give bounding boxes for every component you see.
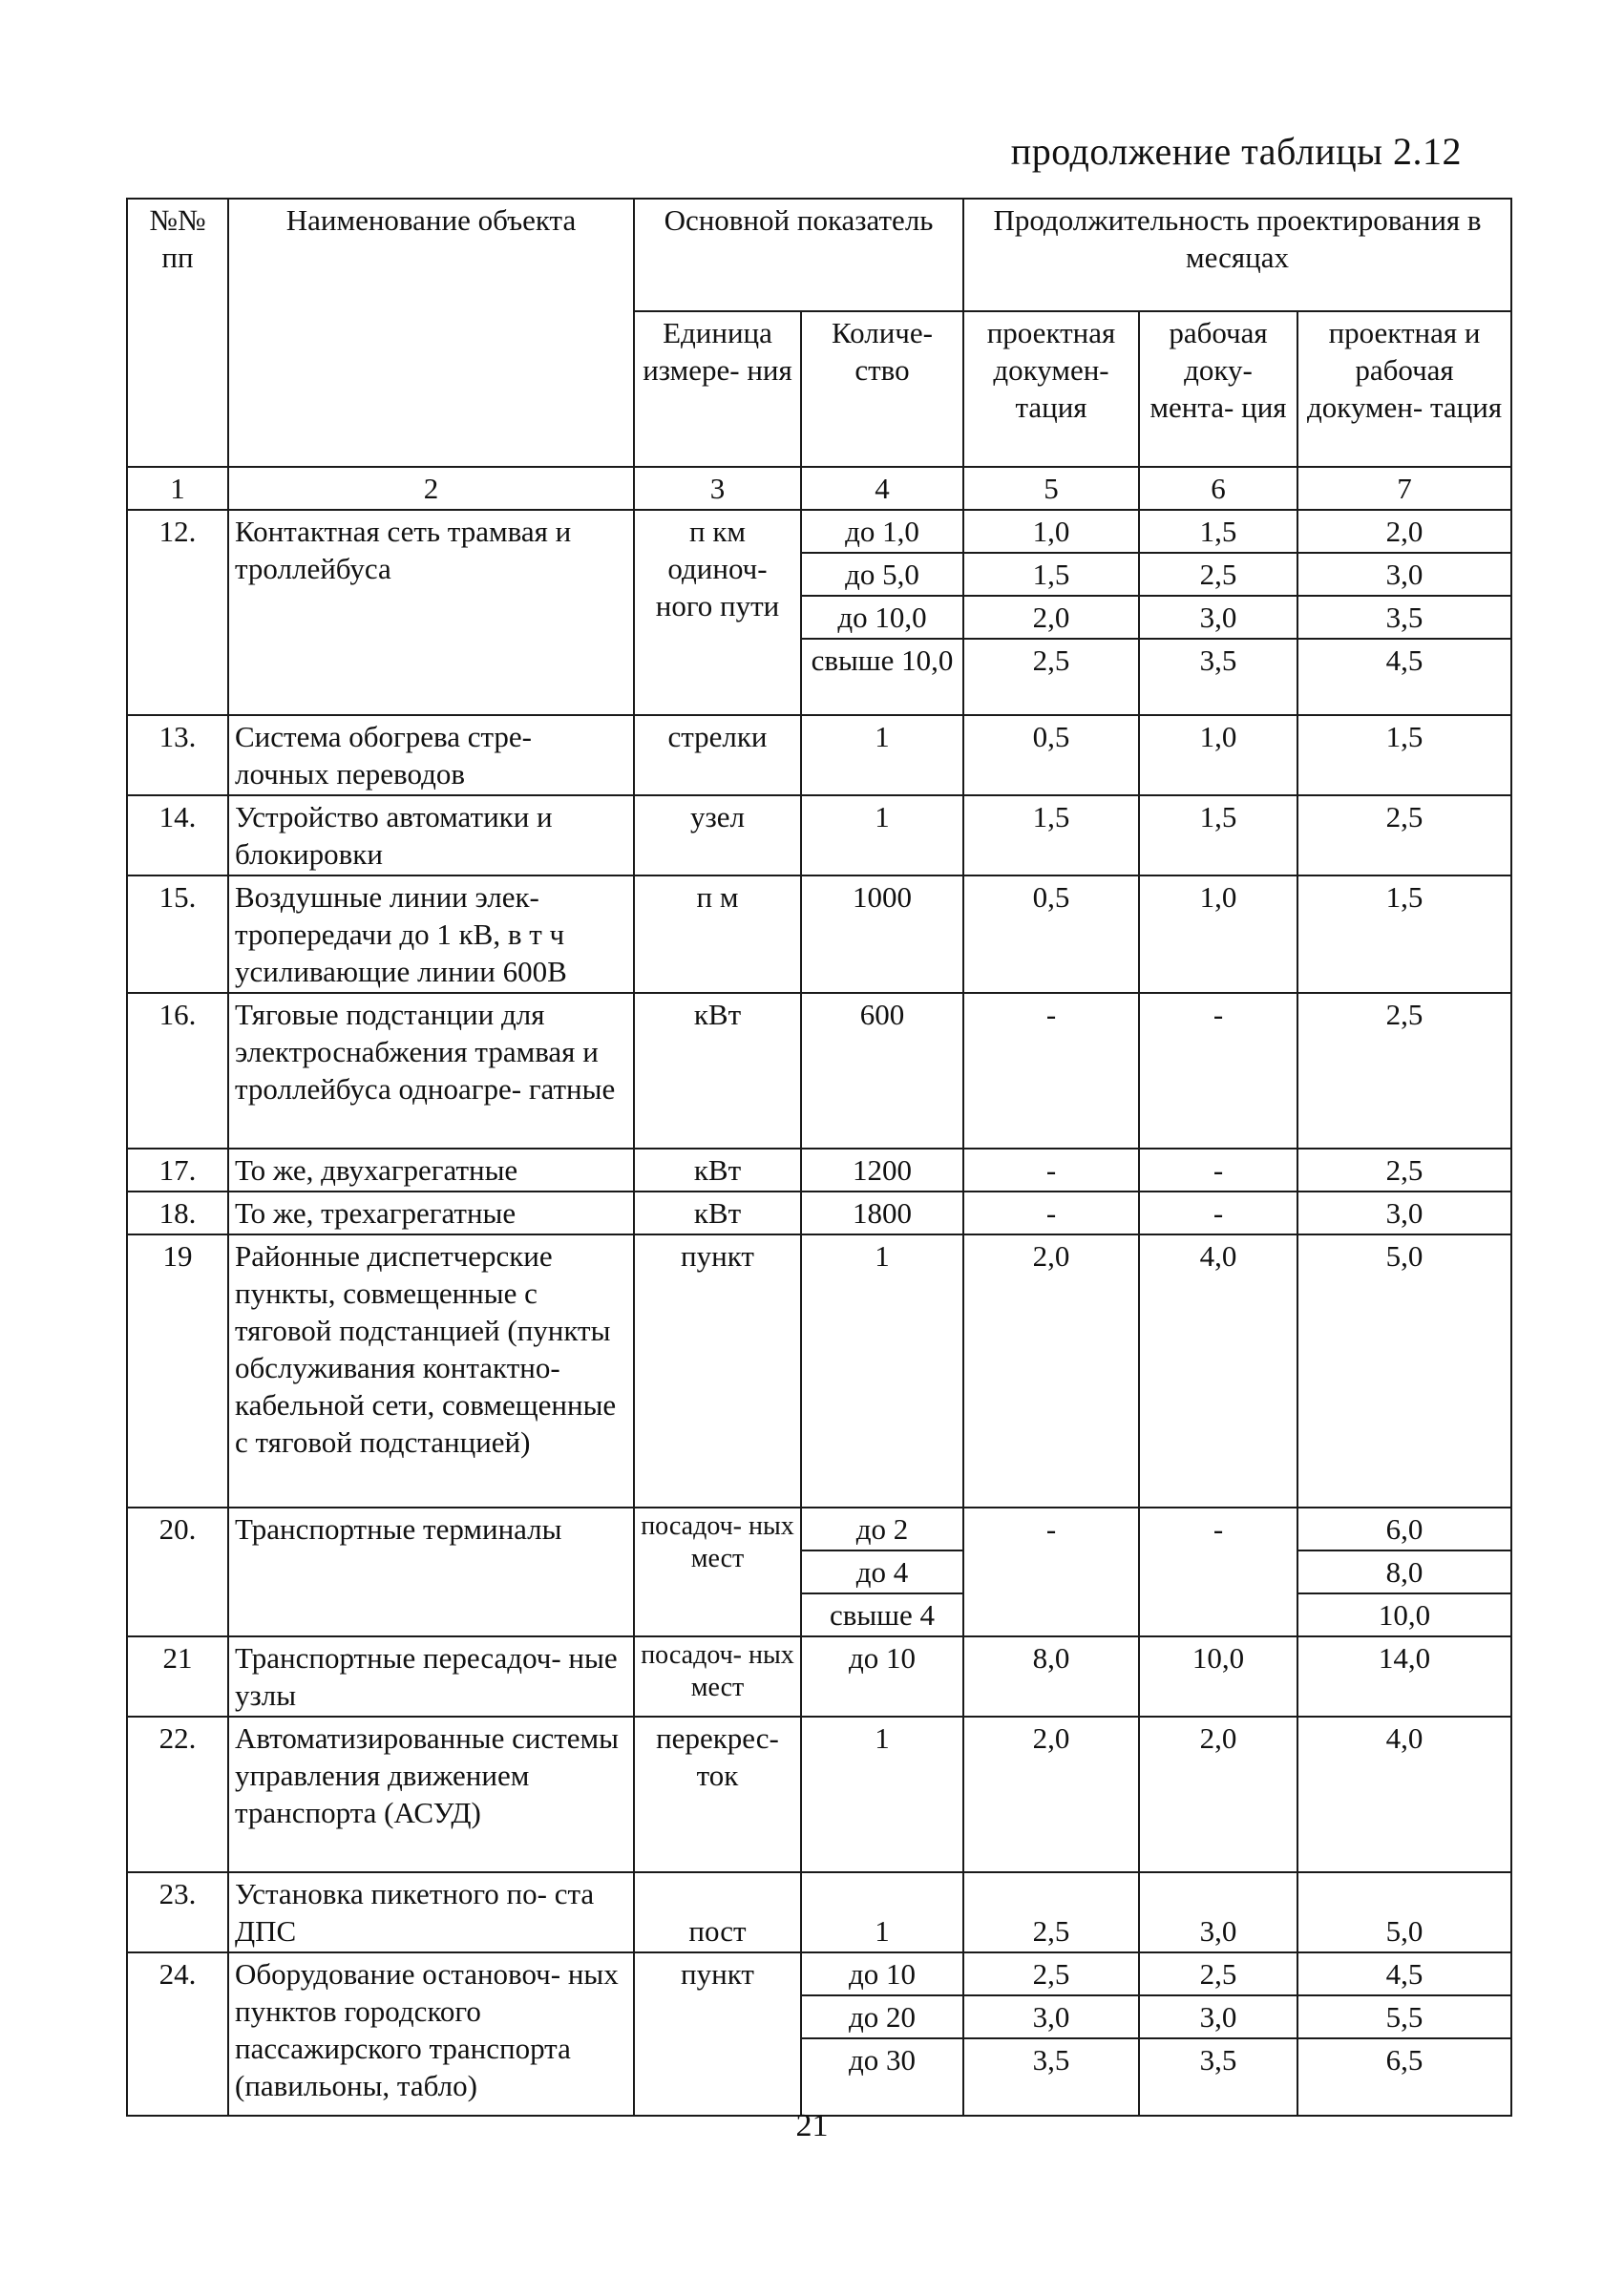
table-row	[127, 510, 1511, 553]
row-c7: 6,0	[1297, 1508, 1511, 1550]
row-c6: 1,5	[1139, 510, 1297, 553]
row-c6: -	[1139, 1192, 1297, 1234]
row-name: Оборудование остановоч- ных пунктов городского пассажирского транспорта (павильоны, табло)	[228, 1952, 634, 2116]
table-row	[127, 1234, 1511, 1508]
colnum: 7	[1297, 467, 1511, 510]
row-unit: пункт	[634, 1234, 801, 1508]
row-num: 24.	[127, 1952, 228, 2116]
row-name: Контактная сеть трамвая и троллейбуса	[228, 510, 634, 715]
row-name: Районные диспетчерские пункты, совмещенные с тяговой подстанцией (пункты обслуживания контактно-кабельной сети, совмещенные с тяговой подстанцией)	[228, 1234, 634, 1508]
row-unit: п м	[634, 875, 801, 993]
row-name: Тяговые подстанции для электроснабжения трамвая и троллейбуса одноагре- гатные	[228, 993, 634, 1149]
row-c5: -	[963, 1192, 1139, 1234]
row-c5: 1,0	[963, 510, 1139, 553]
row-c6: 4,0	[1139, 1234, 1297, 1508]
row-qty: 1000	[801, 875, 963, 993]
row-unit: кВт	[634, 1149, 801, 1192]
table-row	[127, 1508, 1511, 1550]
header-work-doc: рабочая доку- мента- ция	[1139, 311, 1297, 467]
row-c7: 2,5	[1297, 795, 1511, 875]
row-c7: 2,0	[1297, 510, 1511, 553]
row-c6: 3,5	[1139, 639, 1297, 715]
row-c5: 3,5	[963, 2038, 1139, 2116]
row-qty: до 20	[801, 1995, 963, 2038]
colnum: 3	[634, 467, 801, 510]
row-unit: узел	[634, 795, 801, 875]
row-c6: -	[1139, 993, 1297, 1149]
row-unit: посадоч- ных мест	[634, 1636, 801, 1717]
row-qty: до 2	[801, 1508, 963, 1550]
row-c6: 3,5	[1139, 2038, 1297, 2116]
header-num: №№ пп	[127, 199, 228, 467]
row-name: То же, двухагрегатные	[228, 1149, 634, 1192]
row-num: 23.	[127, 1872, 228, 1952]
row-qty: до 10,0	[801, 596, 963, 639]
row-c6: 1,0	[1139, 875, 1297, 993]
row-c6: 2,0	[1139, 1717, 1297, 1872]
row-c5: 0,5	[963, 715, 1139, 795]
row-c7: 8,0	[1297, 1550, 1511, 1593]
header-row	[127, 199, 1511, 311]
row-qty: до 5,0	[801, 553, 963, 596]
row-name: Транспортные пересадоч- ные узлы	[228, 1636, 634, 1717]
table-row	[127, 715, 1511, 795]
row-c6: 3,0	[1139, 1872, 1297, 1952]
row-c7: 14,0	[1297, 1636, 1511, 1717]
header-duration: Продолжительность проектирования в месяцах	[963, 199, 1511, 311]
row-c5: 2,0	[963, 1717, 1139, 1872]
row-c5: 2,5	[963, 1952, 1139, 1995]
row-num: 13.	[127, 715, 228, 795]
row-c7: 3,5	[1297, 596, 1511, 639]
row-c6: 3,0	[1139, 1995, 1297, 2038]
row-name: Воздушные линии элек- тропередачи до 1 кВ, в т ч усиливающие линии 600В	[228, 875, 634, 993]
row-c6: 2,5	[1139, 553, 1297, 596]
page-number: 21	[795, 2108, 829, 2143]
row-c7: 2,5	[1297, 993, 1511, 1149]
row-c5: -	[963, 993, 1139, 1149]
row-c6: 1,5	[1139, 795, 1297, 875]
row-name: Система обогрева стре- лочных переводов	[228, 715, 634, 795]
row-qty: 1	[801, 795, 963, 875]
row-num: 18.	[127, 1192, 228, 1234]
row-qty: 1800	[801, 1192, 963, 1234]
design-duration-table	[126, 198, 1512, 2117]
row-qty: 1200	[801, 1149, 963, 1192]
row-c7: 1,5	[1297, 715, 1511, 795]
row-qty: 1	[801, 715, 963, 795]
table-row	[127, 795, 1511, 875]
row-num: 21	[127, 1636, 228, 1717]
header-unit: Единица измере- ния	[634, 311, 801, 467]
row-qty: до 10	[801, 1636, 963, 1717]
row-name: Установка пикетного по- ста ДПС	[228, 1872, 634, 1952]
row-unit: кВт	[634, 1192, 801, 1234]
column-numbers-row	[127, 467, 1511, 510]
row-num: 19	[127, 1234, 228, 1508]
row-unit: стрелки	[634, 715, 801, 795]
row-qty: до 1,0	[801, 510, 963, 553]
row-c6: 2,5	[1139, 1952, 1297, 1995]
row-unit: посадоч- ных мест	[634, 1508, 801, 1636]
header-name: Наименование объекта	[228, 199, 634, 467]
row-c6: -	[1139, 1508, 1297, 1636]
table-row	[127, 1952, 1511, 1995]
row-c6: -	[1139, 1149, 1297, 1192]
row-c6: 1,0	[1139, 715, 1297, 795]
row-name: То же, трехагрегатные	[228, 1192, 634, 1234]
row-qty: свыше 4	[801, 1593, 963, 1636]
colnum: 2	[228, 467, 634, 510]
table-row	[127, 993, 1511, 1149]
row-name: Устройство автоматики и блокировки	[228, 795, 634, 875]
header-proj-work-doc: проектная и рабочая докумен- тация	[1297, 311, 1511, 467]
row-c7: 5,0	[1297, 1234, 1511, 1508]
row-c7: 4,0	[1297, 1717, 1511, 1872]
row-qty: до 10	[801, 1952, 963, 1995]
row-c5: 2,5	[963, 639, 1139, 715]
table-row	[127, 1636, 1511, 1717]
row-c6: 3,0	[1139, 596, 1297, 639]
row-name: Автоматизированные системы управления движением транспорта (АСУД)	[228, 1717, 634, 1872]
row-c5: -	[963, 1149, 1139, 1192]
header-project-doc: проектная докумен- тация	[963, 311, 1139, 467]
row-name: Транспортные терминалы	[228, 1508, 634, 1636]
colnum: 5	[963, 467, 1139, 510]
row-c7: 10,0	[1297, 1593, 1511, 1636]
row-c7: 4,5	[1297, 639, 1511, 715]
table-caption: продолжение таблицы 2.12	[1010, 130, 1462, 173]
row-unit: кВт	[634, 993, 801, 1149]
row-c5: 3,0	[963, 1995, 1139, 2038]
row-qty: свыше 10,0	[801, 639, 963, 715]
table-row	[127, 1192, 1511, 1234]
row-c7: 5,5	[1297, 1995, 1511, 2038]
row-num: 17.	[127, 1149, 228, 1192]
row-qty: до 4	[801, 1550, 963, 1593]
row-num: 15.	[127, 875, 228, 993]
row-c5: -	[963, 1508, 1139, 1636]
row-num: 16.	[127, 993, 228, 1149]
row-qty: 1	[801, 1234, 963, 1508]
row-num: 22.	[127, 1717, 228, 1872]
colnum: 6	[1139, 467, 1297, 510]
row-c5: 2,5	[963, 1872, 1139, 1952]
row-qty: 600	[801, 993, 963, 1149]
row-c7: 2,5	[1297, 1149, 1511, 1192]
row-c5: 2,0	[963, 1234, 1139, 1508]
row-c7: 3,0	[1297, 553, 1511, 596]
row-c5: 1,5	[963, 795, 1139, 875]
row-qty: 1	[801, 1872, 963, 1952]
row-c5: 8,0	[963, 1636, 1139, 1717]
row-unit: п км одиноч- ного пути	[634, 510, 801, 715]
row-num: 20.	[127, 1508, 228, 1636]
row-unit: пункт	[634, 1952, 801, 2116]
row-c7: 4,5	[1297, 1952, 1511, 1995]
header-qty: Количе- ство	[801, 311, 963, 467]
row-c5: 2,0	[963, 596, 1139, 639]
row-unit: перекрес- ток	[634, 1717, 801, 1872]
row-c5: 0,5	[963, 875, 1139, 993]
table-row	[127, 1872, 1511, 1952]
header-indicator: Основной показатель	[634, 199, 963, 311]
colnum: 4	[801, 467, 963, 510]
row-unit: пост	[634, 1872, 801, 1952]
row-qty: до 30	[801, 2038, 963, 2116]
table-row	[127, 1149, 1511, 1192]
row-qty: 1	[801, 1717, 963, 1872]
colnum: 1	[127, 467, 228, 510]
row-c5: 1,5	[963, 553, 1139, 596]
row-c7: 1,5	[1297, 875, 1511, 993]
table-row	[127, 1717, 1511, 1872]
table-row	[127, 875, 1511, 993]
row-c7: 5,0	[1297, 1872, 1511, 1952]
row-c7: 3,0	[1297, 1192, 1511, 1234]
row-num: 14.	[127, 795, 228, 875]
row-c7: 6,5	[1297, 2038, 1511, 2116]
row-num: 12.	[127, 510, 228, 715]
row-c6: 10,0	[1139, 1636, 1297, 1717]
